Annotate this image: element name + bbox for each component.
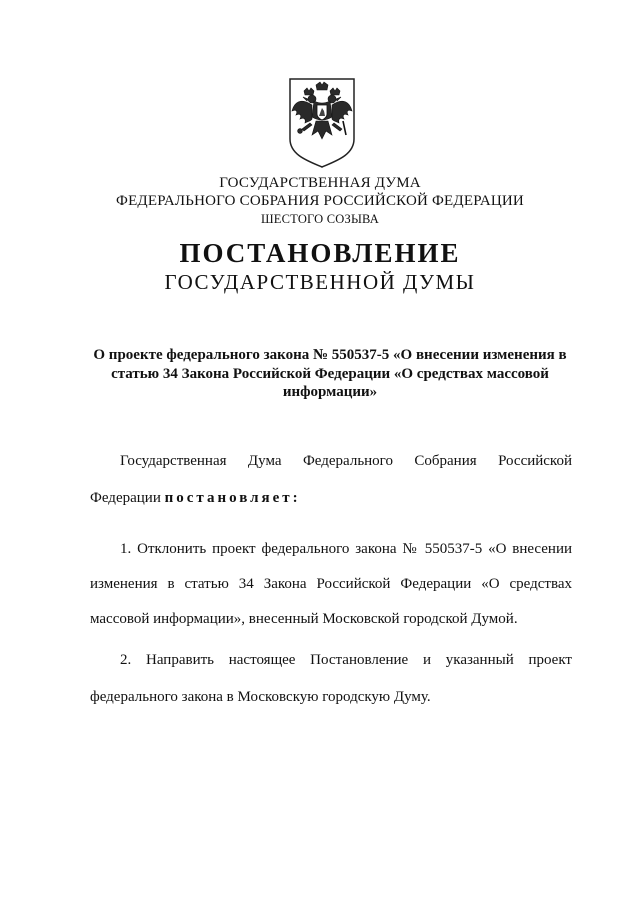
- subject-line: статью 34 Закона Российской Федерации «О средствах массовой: [111, 365, 549, 382]
- item-line: 2. Направить настоящее Постановление и указанный проект: [120, 652, 572, 668]
- document-issuer: ГОСУДАРСТВЕННОЙ ДУМЫ: [164, 270, 476, 294]
- russian-coat-of-arms-icon: [286, 77, 358, 169]
- preamble-line: Государственная Дума Федерального Собрания Российской: [120, 453, 572, 469]
- convocation: ШЕСТОГО СОЗЫВА: [260, 212, 380, 226]
- organization-parent: ФЕДЕРАЛЬНОГО СОБРАНИЯ РОССИЙСКОЙ ФЕДЕРАЦИИ: [116, 193, 524, 209]
- organization-name: ГОСУДАРСТВЕННАЯ ДУМА: [219, 175, 421, 191]
- item-line: 1. Отклонить проект федерального закона № 550537-5 «О внесении: [120, 541, 572, 557]
- item-line: массовой информации», внесенный Московской городской Думой.: [90, 611, 518, 627]
- subject-line: информации»: [282, 384, 378, 400]
- subject-line: О проекте федерального закона № 550537-5 «О внесении изменения в: [93, 347, 567, 363]
- preamble-text: Федерации: [90, 490, 165, 506]
- document-subject: [80, 346, 580, 402]
- item-line: изменения в статью 34 Закона Российской Федерации «О средствах: [90, 576, 572, 592]
- resolution-verb: постановляет:: [164, 490, 301, 506]
- item-line: федерального закона в Московскую городскую Думу.: [90, 689, 431, 705]
- document-type-title: ПОСТАНОВЛЕНИЕ: [179, 238, 461, 268]
- preamble-line: [90, 490, 572, 507]
